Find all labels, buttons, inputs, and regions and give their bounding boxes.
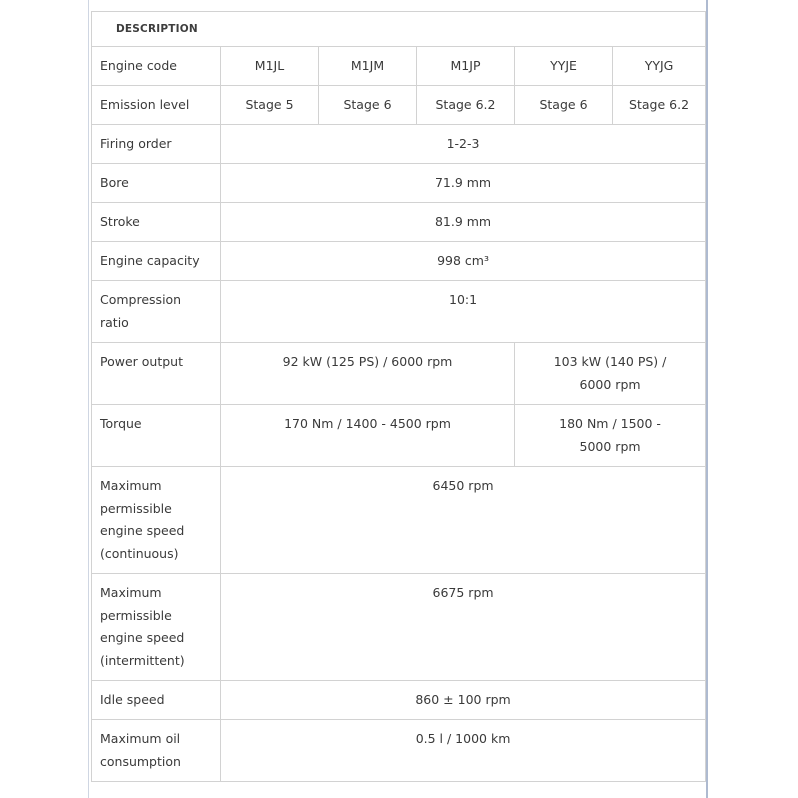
torque-value-b: 180 Nm / 1500 - 5000 rpm	[515, 405, 706, 467]
row-stroke	[92, 203, 706, 242]
row-idle-speed	[92, 681, 706, 720]
row-label: Engine capacity	[92, 242, 221, 281]
emission-level-cell: Stage 6	[319, 86, 417, 125]
engine-capacity-value: 998 cm³	[221, 242, 706, 281]
row-label: Maximum permissible engine speed (intermittent)	[92, 574, 221, 681]
row-label: Stroke	[92, 203, 221, 242]
emission-level-cell: Stage 5	[221, 86, 319, 125]
row-label: Bore	[92, 164, 221, 203]
power-output-value-a: 92 kW (125 PS) / 6000 rpm	[221, 343, 515, 405]
row-label: Torque	[92, 405, 221, 467]
row-label: Power output	[92, 343, 221, 405]
bore-value: 71.9 mm	[221, 164, 706, 203]
firing-order-value: 1-2-3	[221, 125, 706, 164]
row-firing-order	[92, 125, 706, 164]
engine-code-cell: YYJE	[515, 47, 613, 86]
max-speed-intermittent-value: 6675 rpm	[221, 574, 706, 681]
engine-spec-table	[91, 11, 706, 782]
row-bore	[92, 164, 706, 203]
row-max-oil-consumption	[92, 720, 706, 782]
row-engine-capacity	[92, 242, 706, 281]
row-label: Maximum oil consumption	[92, 720, 221, 782]
row-label: Firing order	[92, 125, 221, 164]
engine-code-cell: M1JP	[417, 47, 515, 86]
emission-level-cell: Stage 6.2	[613, 86, 706, 125]
row-label: Idle speed	[92, 681, 221, 720]
engine-code-cell: M1JM	[319, 47, 417, 86]
row-label: Emission level	[92, 86, 221, 125]
max-oil-consumption-value: 0.5 l / 1000 km	[221, 720, 706, 782]
row-torque	[92, 405, 706, 467]
torque-value-a: 170 Nm / 1400 - 4500 rpm	[221, 405, 515, 467]
header-row	[92, 12, 706, 47]
emission-level-cell: Stage 6.2	[417, 86, 515, 125]
row-engine-code	[92, 47, 706, 86]
table-header: DESCRIPTION	[92, 12, 706, 47]
compression-ratio-value: 10:1	[221, 281, 706, 343]
engine-code-cell: YYJG	[613, 47, 706, 86]
emission-level-cell: Stage 6	[515, 86, 613, 125]
row-label: Compression ratio	[92, 281, 221, 343]
row-max-speed-intermittent	[92, 574, 706, 681]
power-output-value-b: 103 kW (140 PS) / 6000 rpm	[515, 343, 706, 405]
max-speed-continuous-value: 6450 rpm	[221, 467, 706, 574]
row-label: Engine code	[92, 47, 221, 86]
row-compression-ratio	[92, 281, 706, 343]
row-power-output	[92, 343, 706, 405]
row-emission-level	[92, 86, 706, 125]
row-label: Maximum permissible engine speed (continuous)	[92, 467, 221, 574]
row-max-speed-continuous	[92, 467, 706, 574]
engine-code-cell: M1JL	[221, 47, 319, 86]
idle-speed-value: 860 ± 100 rpm	[221, 681, 706, 720]
stroke-value: 81.9 mm	[221, 203, 706, 242]
